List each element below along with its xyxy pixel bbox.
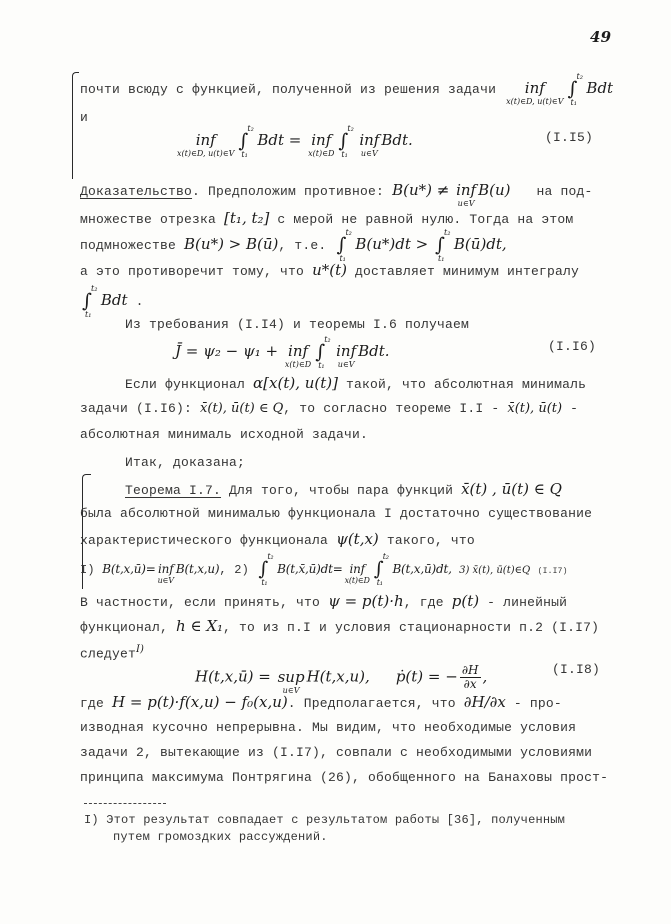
footnote-mark: I) <box>136 644 144 655</box>
line-text: следует <box>80 646 137 662</box>
inf-operator <box>158 563 174 585</box>
line-text: . Предположим противное: <box>192 184 385 199</box>
text-line-26 <box>80 770 608 786</box>
line-text: . Предполагается, что <box>287 696 456 711</box>
integral-symbol: ∫ <box>373 558 384 580</box>
formula-part: B(t,x,u) <box>175 562 220 576</box>
line-text: подмножестве <box>80 238 177 253</box>
inf-symbol: inf <box>311 131 332 149</box>
formula-pair: x̄(t), ū(t) <box>507 401 563 416</box>
formula-part: B(t,x,ū)dt, <box>392 562 452 576</box>
line-text: характеристического функционала <box>80 533 329 548</box>
formula-part: B(u*)dt > <box>355 235 429 253</box>
integral-symbol: ∫ <box>336 234 347 256</box>
inf-subscript: u∈V <box>360 149 378 158</box>
integral-sign <box>435 228 454 263</box>
condition-1 <box>102 562 220 585</box>
integral-sign <box>336 228 355 263</box>
line-text: и <box>80 110 89 125</box>
integral-symbol: ∫ <box>258 558 269 580</box>
text-line-21 <box>80 642 144 662</box>
line-text: , то согласно теореме I.I - <box>283 401 500 416</box>
inf-subscript: x(t)∈D <box>308 149 335 158</box>
formula-integral <box>80 284 128 319</box>
upper-limit: t₂ <box>345 228 352 237</box>
text-line-20 <box>80 618 599 636</box>
equation-middle: Bdt = <box>257 131 302 149</box>
footnote-line-1 <box>84 812 565 828</box>
formula-hamiltonian: H = p(t)·f(x,u) − f₀(x,u) <box>112 693 288 711</box>
line-text: , то из п.I и условия стационарности п.2 (I.I7) <box>223 620 600 635</box>
integral-symbol: ∫ <box>338 130 349 152</box>
integral-sign <box>315 335 334 370</box>
inf-symbol: inf <box>288 342 309 360</box>
condition-2 <box>256 552 452 587</box>
fraction-numerator: ∂H <box>461 663 479 677</box>
footnote-line-2 <box>113 829 328 845</box>
equation-1-18 <box>195 664 487 695</box>
inf-symbol: inf <box>336 342 357 360</box>
lower-limit: t₁ <box>339 254 346 263</box>
inf-operator <box>359 133 379 158</box>
line-text: Если функционал <box>125 377 246 392</box>
margin-bracket-top <box>72 72 79 179</box>
text-line-9 <box>125 317 469 333</box>
line-text: - про- <box>513 696 562 711</box>
lower-limit: t₁ <box>241 150 248 159</box>
text-line-24 <box>80 720 576 736</box>
line-text: функционал, <box>80 620 169 635</box>
equation-1-16 <box>175 335 390 370</box>
inf-subscript: u∈V <box>337 360 355 369</box>
integral-symbol: ∫ <box>567 78 578 100</box>
equation-end: Bdt. <box>358 342 390 360</box>
inf-subscript: u∈V <box>157 576 174 585</box>
line-text: задачи 2, вытекающие из (I.I7), совпали с необходимыми условиями <box>80 745 593 760</box>
line-text: , где <box>403 595 444 610</box>
upper-limit: t₂ <box>267 552 274 561</box>
upper-limit: t₂ <box>576 72 583 81</box>
equation-1-15 <box>175 124 413 159</box>
condition-number: I) <box>80 563 95 577</box>
integral-sign <box>373 552 393 587</box>
upper-limit: t₂ <box>247 124 254 133</box>
text-line-proof <box>80 182 593 208</box>
line-text: - <box>570 401 579 416</box>
formula-p: p(t) <box>451 592 480 610</box>
line-text: В частности, если принять, что <box>80 595 321 610</box>
integrand: Bdt <box>586 79 614 97</box>
formula-part: B(t,x,ū)= <box>102 562 156 576</box>
line-text: а это противоречит тому, что <box>80 264 305 279</box>
equation-end: , <box>482 667 488 686</box>
line-text: почти всюду с функцией, полученной из решения задачи <box>80 82 497 97</box>
inf-subscript: x(t)∈D, u(t)∈V <box>177 149 235 158</box>
fraction-denominator: ∂x <box>463 677 477 692</box>
upper-limit: t₂ <box>324 335 331 344</box>
inf-symbol: inf <box>524 79 545 97</box>
page-number: 49 <box>590 28 612 46</box>
text-line-17 <box>80 531 475 549</box>
integral-sign <box>567 72 587 107</box>
formula-psi: ψ(t,x) <box>336 530 379 548</box>
inf-symbol: inf <box>359 131 380 149</box>
equation-label-1-15: (I.I5) <box>545 130 594 145</box>
inf-operator <box>336 344 356 369</box>
integral-sign <box>258 552 277 587</box>
line-text: изводная кусочно непрерывна. Мы видим, что необходимые условия <box>80 720 577 735</box>
partial-derivative-fraction <box>460 664 481 691</box>
line-text: такой, что абсолютная минималь <box>346 377 587 392</box>
line-text: . <box>135 294 144 309</box>
formula-interval: [t₁, t₂] <box>224 209 270 227</box>
footnote-separator <box>84 803 166 804</box>
text-line-1 <box>80 72 614 107</box>
sup-operator <box>277 667 305 695</box>
integrand: Bdt <box>100 291 128 309</box>
line-text: задачи (I.I6): <box>80 401 193 416</box>
formula-h: h ∈ X₁ <box>176 617 224 635</box>
text-line-16 <box>80 506 592 522</box>
lower-limit: t₁ <box>318 361 325 370</box>
equation-end: Bdt. <box>381 131 413 149</box>
equation-costate: ṗ(t) = − <box>395 667 458 686</box>
footnote-text: I) Этот результат совпадает с результатом работы [36], полученным <box>84 813 566 827</box>
condition-number: , 2) <box>219 563 250 577</box>
text-line-19 <box>80 593 567 611</box>
line-text: была абсолютной минималью функционала I достаточно существование <box>80 506 593 521</box>
text-line-2 <box>80 110 88 126</box>
formula-part: B(u) <box>478 181 511 199</box>
upper-limit: t₂ <box>444 228 451 237</box>
formula-part: B(t,x̄,ū)dt= <box>277 562 343 576</box>
integral-symbol: ∫ <box>315 341 326 363</box>
line-text: абсолютная минималь исходной задачи. <box>80 427 369 442</box>
formula-integral-inequality <box>334 228 507 263</box>
inf-symbol: inf <box>195 131 216 149</box>
equation-label-1-17: (I.I7) <box>537 567 568 576</box>
formula-inequality <box>392 181 511 208</box>
text-line-11 <box>125 375 586 393</box>
text-line-theorem <box>125 481 562 499</box>
integral-sign <box>338 124 357 159</box>
formula-pair: x̄(t) , ū(t) ∈ Q <box>461 480 562 498</box>
formula-inf-integral <box>504 72 614 107</box>
inf-symbol: inf <box>158 562 174 576</box>
inf-subscript: x(t)∈D <box>344 576 370 585</box>
upper-limit: t₂ <box>382 552 389 561</box>
upper-limit: t₂ <box>347 124 354 133</box>
sup-subscript: u∈V <box>282 685 300 695</box>
equation-lhs: H(t,x,ū) = <box>195 667 271 686</box>
lower-limit: t₁ <box>376 578 383 587</box>
lower-limit: t₁ <box>341 150 348 159</box>
text-line-13 <box>80 427 368 443</box>
equation-label-1-18: (I.I8) <box>552 662 601 677</box>
inf-subscript: u∈V <box>457 199 475 208</box>
inf-operator <box>456 183 476 208</box>
inf-operator <box>177 133 234 158</box>
formula-comparison: B(u*) > B(ū) <box>184 235 279 253</box>
integral-sign <box>238 124 257 159</box>
integral-sign <box>82 284 101 319</box>
inf-subscript: x(t)∈D <box>284 360 312 369</box>
line-text: , т.е. <box>278 238 327 253</box>
inf-operator <box>308 133 334 158</box>
footnote-text: путем громоздких рассуждений. <box>113 830 328 844</box>
lower-limit: t₁ <box>438 254 445 263</box>
sup-symbol: sup <box>277 667 305 686</box>
line-text: Итак, доказана; <box>125 455 246 470</box>
equation-lhs: J̄ = ψ₂ − ψ₁ + <box>175 342 279 360</box>
text-line-5 <box>80 210 573 228</box>
text-line-23 <box>80 694 562 712</box>
line-text: где <box>80 696 105 711</box>
formula-part: B(ū)dt, <box>453 235 507 253</box>
text-line-25 <box>80 745 592 761</box>
text-line-14 <box>125 455 245 471</box>
formula-pair: x̄(t), ū(t) ∈ Q <box>200 401 284 416</box>
formula-functional: α[x(t), u(t)] <box>253 374 339 392</box>
equation-part: H(t,x,u), <box>306 667 370 686</box>
formula-psi-definition: ψ = p(t)·h <box>328 592 404 610</box>
line-text: на под- <box>536 184 593 199</box>
proof-heading: Доказательство <box>80 184 193 199</box>
condition-3: 3) x̄(t), ū(t)∈Q <box>459 565 531 576</box>
line-text: Из требования (I.I4) и теоремы I.6 получаем <box>125 317 470 332</box>
inf-operator <box>285 344 311 369</box>
text-line-12 <box>80 401 578 417</box>
text-line-8 <box>80 284 144 319</box>
formula-u-star: u*(t) <box>312 261 347 279</box>
inf-symbol: inf <box>456 181 477 199</box>
line-text: доставляет минимум интегралу <box>354 264 580 279</box>
formula-part: B(u*) ≠ <box>392 181 450 199</box>
text-line-7 <box>80 262 579 280</box>
inf-operator <box>506 81 563 106</box>
formula-partial-derivative: ∂H/∂x <box>463 693 506 711</box>
line-text: Для того, чтобы пара функций <box>229 483 454 498</box>
integral-symbol: ∫ <box>435 234 445 256</box>
inf-subscript: x(t)∈D, u(t)∈V <box>506 97 564 106</box>
upper-limit: t₂ <box>91 284 98 293</box>
inf-symbol: inf <box>349 562 365 576</box>
line-text: принципа максимума Понтрягина (26), обобщенного на Банаховы прост- <box>80 770 609 785</box>
line-text: такого, что <box>386 533 475 548</box>
equation-label-1-16: (I.I6) <box>548 339 597 354</box>
lower-limit: t₁ <box>261 578 268 587</box>
lower-limit: t₁ <box>570 98 577 107</box>
line-text: - линейный <box>487 595 568 610</box>
lower-limit: t₁ <box>85 310 92 319</box>
integral-symbol: ∫ <box>238 130 249 152</box>
inf-operator <box>345 563 370 585</box>
equation-1-17 <box>80 552 568 587</box>
line-text: с мерой не равной нулю. Тогда на этом <box>277 212 574 227</box>
text-line-6 <box>80 228 507 263</box>
integral-symbol: ∫ <box>82 290 92 312</box>
theorem-heading: Теорема I.7. <box>125 483 222 498</box>
line-text: множестве отрезка <box>80 212 217 227</box>
